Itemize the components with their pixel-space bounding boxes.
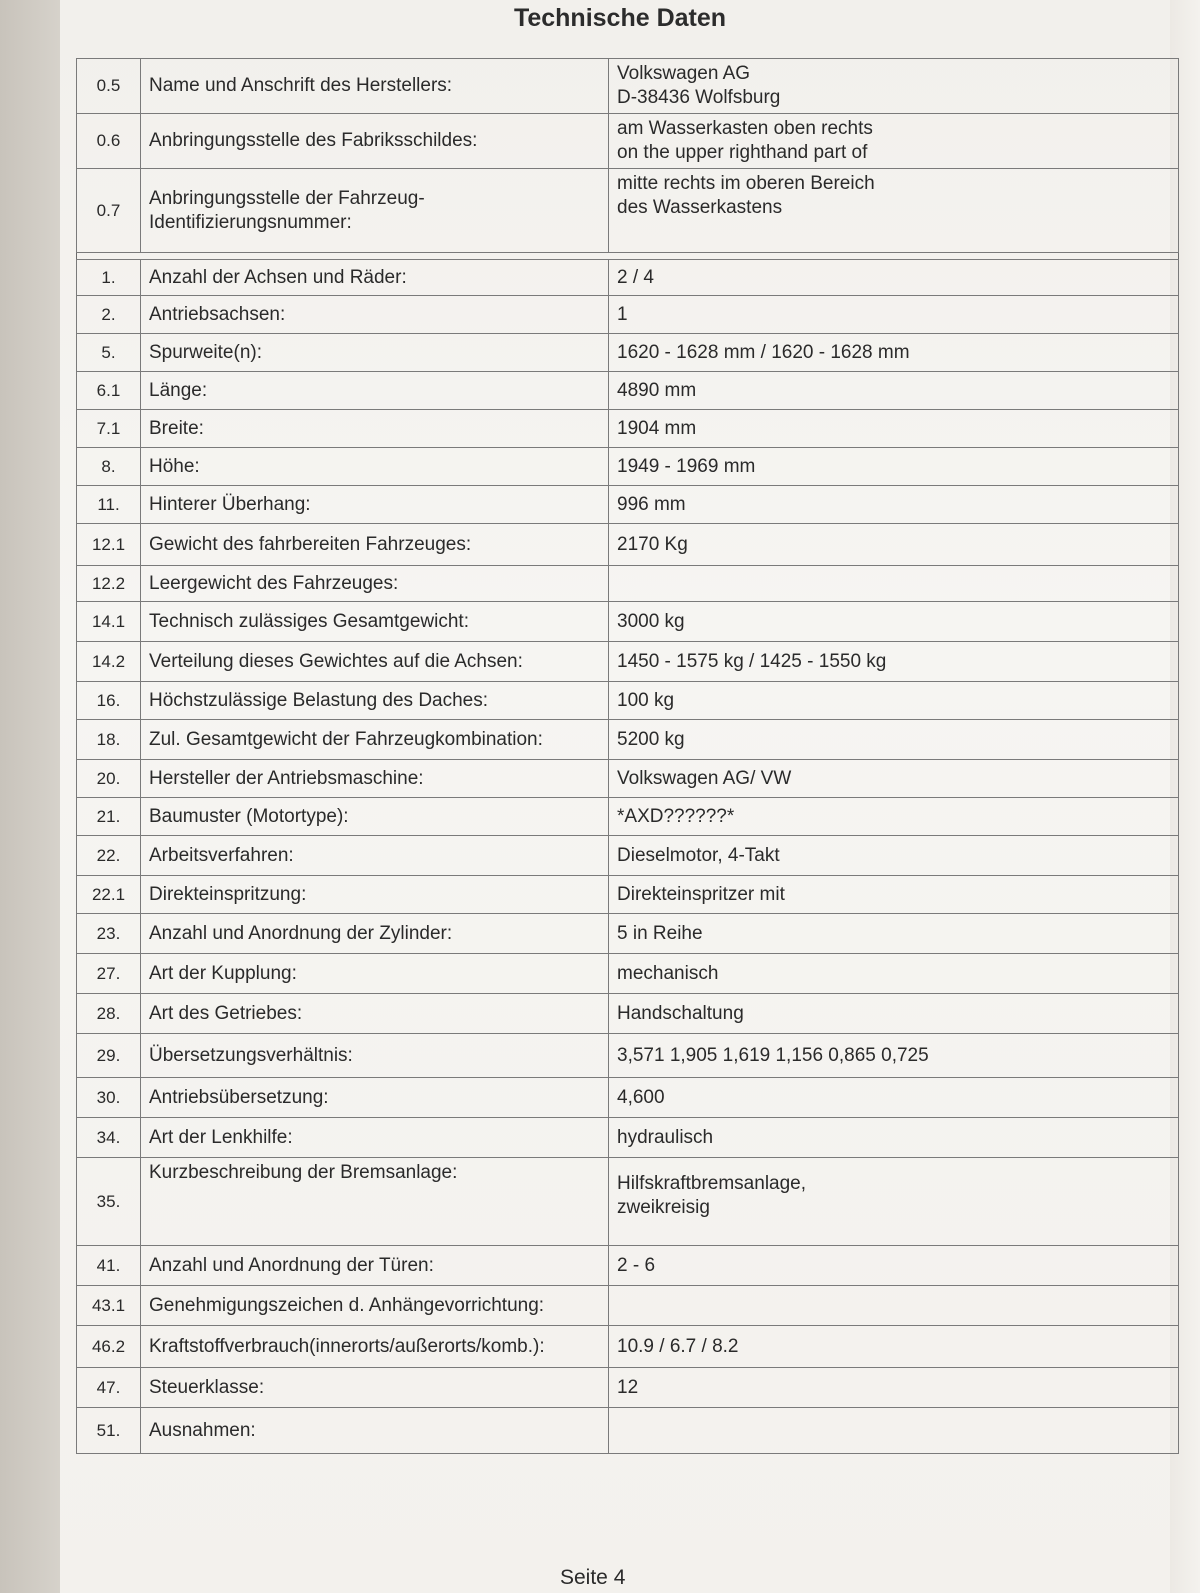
row-label: Baumuster (Motortype): (141, 798, 609, 836)
table-row (77, 1078, 1179, 1118)
table-row (77, 1158, 1179, 1246)
row-label: Leergewicht des Fahrzeuges: (141, 566, 609, 602)
gap-cell (77, 253, 141, 260)
table-row (77, 994, 1179, 1034)
table-row (77, 836, 1179, 876)
row-value: 1450 - 1575 kg / 1425 - 1550 kg (609, 642, 1179, 682)
row-number: 51. (77, 1408, 141, 1454)
row-number: 7.1 (77, 410, 141, 448)
row-label: Anzahl und Anordnung der Türen: (141, 1246, 609, 1286)
row-number: 12.1 (77, 524, 141, 566)
row-value: *AXD??????* (609, 798, 1179, 836)
row-label: Länge: (141, 372, 609, 410)
table-row (77, 954, 1179, 994)
row-number: 12.2 (77, 566, 141, 602)
table-row (77, 1118, 1179, 1158)
row-number: 5. (77, 334, 141, 372)
row-label: Art der Kupplung: (141, 954, 609, 994)
row-number: 29. (77, 1034, 141, 1078)
row-number: 20. (77, 760, 141, 798)
table-row (77, 642, 1179, 682)
row-value: 1 (609, 296, 1179, 334)
row-value: 3,571 1,905 1,619 1,156 0,865 0,725 (609, 1034, 1179, 1078)
table-row (77, 1408, 1179, 1454)
gap-cell (609, 253, 1179, 260)
row-value: Hilfskraftbremsanlage, zweikreisig (609, 1158, 1179, 1246)
row-value (609, 1408, 1179, 1454)
row-value: Volkswagen AG D-38436 Wolfsburg (609, 59, 1179, 114)
row-label: Technisch zulässiges Gesamtgewicht: (141, 602, 609, 642)
row-label: Anbringungsstelle des Fabriksschildes: (141, 114, 609, 169)
table-row (77, 260, 1179, 296)
row-label: Steuerklasse: (141, 1368, 609, 1408)
row-label: Höhe: (141, 448, 609, 486)
row-value: 2 / 4 (609, 260, 1179, 296)
row-label: Hersteller der Antriebsmaschine: (141, 760, 609, 798)
table-row (77, 1034, 1179, 1078)
row-label: Kraftstoffverbrauch(innerorts/außerorts/komb.): (141, 1326, 609, 1368)
table-row (77, 59, 1179, 114)
row-number: 22.1 (77, 876, 141, 914)
row-number: 8. (77, 448, 141, 486)
table-row (77, 169, 1179, 253)
table-row (77, 566, 1179, 602)
table-row (77, 1246, 1179, 1286)
row-value: mitte rechts im oberen Bereich des Wasserkastens (609, 169, 1179, 253)
row-number: 28. (77, 994, 141, 1034)
row-label: Antriebsübersetzung: (141, 1078, 609, 1118)
table-row (77, 448, 1179, 486)
row-number: 34. (77, 1118, 141, 1158)
row-number: 35. (77, 1158, 141, 1246)
row-number: 2. (77, 296, 141, 334)
row-label: Gewicht des fahrbereiten Fahrzeuges: (141, 524, 609, 566)
row-value: 1949 - 1969 mm (609, 448, 1179, 486)
row-number: 46.2 (77, 1326, 141, 1368)
row-value (609, 566, 1179, 602)
row-label: Ausnahmen: (141, 1408, 609, 1454)
table-row (77, 1368, 1179, 1408)
row-value: 4890 mm (609, 372, 1179, 410)
table-row (77, 602, 1179, 642)
row-value: 1620 - 1628 mm / 1620 - 1628 mm (609, 334, 1179, 372)
row-number: 16. (77, 682, 141, 720)
row-label: Anzahl und Anordnung der Zylinder: (141, 914, 609, 954)
row-label: Zul. Gesamtgewicht der Fahrzeugkombination: (141, 720, 609, 760)
table-row (77, 720, 1179, 760)
table-row (77, 798, 1179, 836)
row-number: 30. (77, 1078, 141, 1118)
table-row (77, 334, 1179, 372)
row-number: 1. (77, 260, 141, 296)
row-value (609, 1286, 1179, 1326)
document-title: Technische Daten (513, 4, 727, 32)
technical-data-table (76, 58, 1179, 1454)
row-number: 47. (77, 1368, 141, 1408)
table-row (77, 760, 1179, 798)
table-row (77, 114, 1179, 169)
row-number: 6.1 (77, 372, 141, 410)
row-value: 12 (609, 1368, 1179, 1408)
row-number: 27. (77, 954, 141, 994)
row-label: Höchstzulässige Belastung des Daches: (141, 682, 609, 720)
row-label: Übersetzungsverhältnis: (141, 1034, 609, 1078)
table-row (77, 876, 1179, 914)
page-number: Seite 4 (560, 1566, 626, 1589)
gap-cell (141, 253, 609, 260)
row-value: mechanisch (609, 954, 1179, 994)
section-gap (77, 253, 1179, 260)
row-label: Verteilung dieses Gewichtes auf die Achsen: (141, 642, 609, 682)
row-label: Kurzbeschreibung der Bremsanlage: (141, 1158, 609, 1246)
row-value: 3000 kg (609, 602, 1179, 642)
row-label: Anbringungsstelle der Fahrzeug- Identifizierungsnummer: (141, 169, 609, 253)
row-number: 14.1 (77, 602, 141, 642)
row-value: Direkteinspritzer mit (609, 876, 1179, 914)
row-label: Genehmigungszeichen d. Anhängevorrichtung: (141, 1286, 609, 1326)
table-row (77, 914, 1179, 954)
row-label: Breite: (141, 410, 609, 448)
row-value: hydraulisch (609, 1118, 1179, 1158)
row-value: 5 in Reihe (609, 914, 1179, 954)
row-value: 4,600 (609, 1078, 1179, 1118)
row-label: Direkteinspritzung: (141, 876, 609, 914)
row-value: am Wasserkasten oben rechts on the upper righthand part of (609, 114, 1179, 169)
row-value: 10.9 / 6.7 / 8.2 (609, 1326, 1179, 1368)
table-row (77, 296, 1179, 334)
row-label: Art der Lenkhilfe: (141, 1118, 609, 1158)
row-label: Hinterer Überhang: (141, 486, 609, 524)
table-row (77, 410, 1179, 448)
row-label: Anzahl der Achsen und Räder: (141, 260, 609, 296)
row-label: Name und Anschrift des Herstellers: (141, 59, 609, 114)
table-row (77, 372, 1179, 410)
row-value: Volkswagen AG/ VW (609, 760, 1179, 798)
row-value: 996 mm (609, 486, 1179, 524)
row-number: 18. (77, 720, 141, 760)
row-number: 23. (77, 914, 141, 954)
row-value: Dieselmotor, 4-Takt (609, 836, 1179, 876)
row-value: Handschaltung (609, 994, 1179, 1034)
row-value: 5200 kg (609, 720, 1179, 760)
row-number: 0.5 (77, 59, 141, 114)
row-value: 100 kg (609, 682, 1179, 720)
row-value: 2 - 6 (609, 1246, 1179, 1286)
table-row (77, 486, 1179, 524)
table-row (77, 524, 1179, 566)
row-value: 1904 mm (609, 410, 1179, 448)
table-row (77, 682, 1179, 720)
row-number: 41. (77, 1246, 141, 1286)
row-label: Spurweite(n): (141, 334, 609, 372)
row-number: 43.1 (77, 1286, 141, 1326)
row-label: Art des Getriebes: (141, 994, 609, 1034)
row-number: 11. (77, 486, 141, 524)
table-row (77, 1286, 1179, 1326)
row-label: Antriebsachsen: (141, 296, 609, 334)
row-number: 0.6 (77, 114, 141, 169)
row-number: 21. (77, 798, 141, 836)
row-label: Arbeitsverfahren: (141, 836, 609, 876)
row-value: 2170 Kg (609, 524, 1179, 566)
row-number: 14.2 (77, 642, 141, 682)
row-number: 22. (77, 836, 141, 876)
row-number: 0.7 (77, 169, 141, 253)
table-row (77, 1326, 1179, 1368)
